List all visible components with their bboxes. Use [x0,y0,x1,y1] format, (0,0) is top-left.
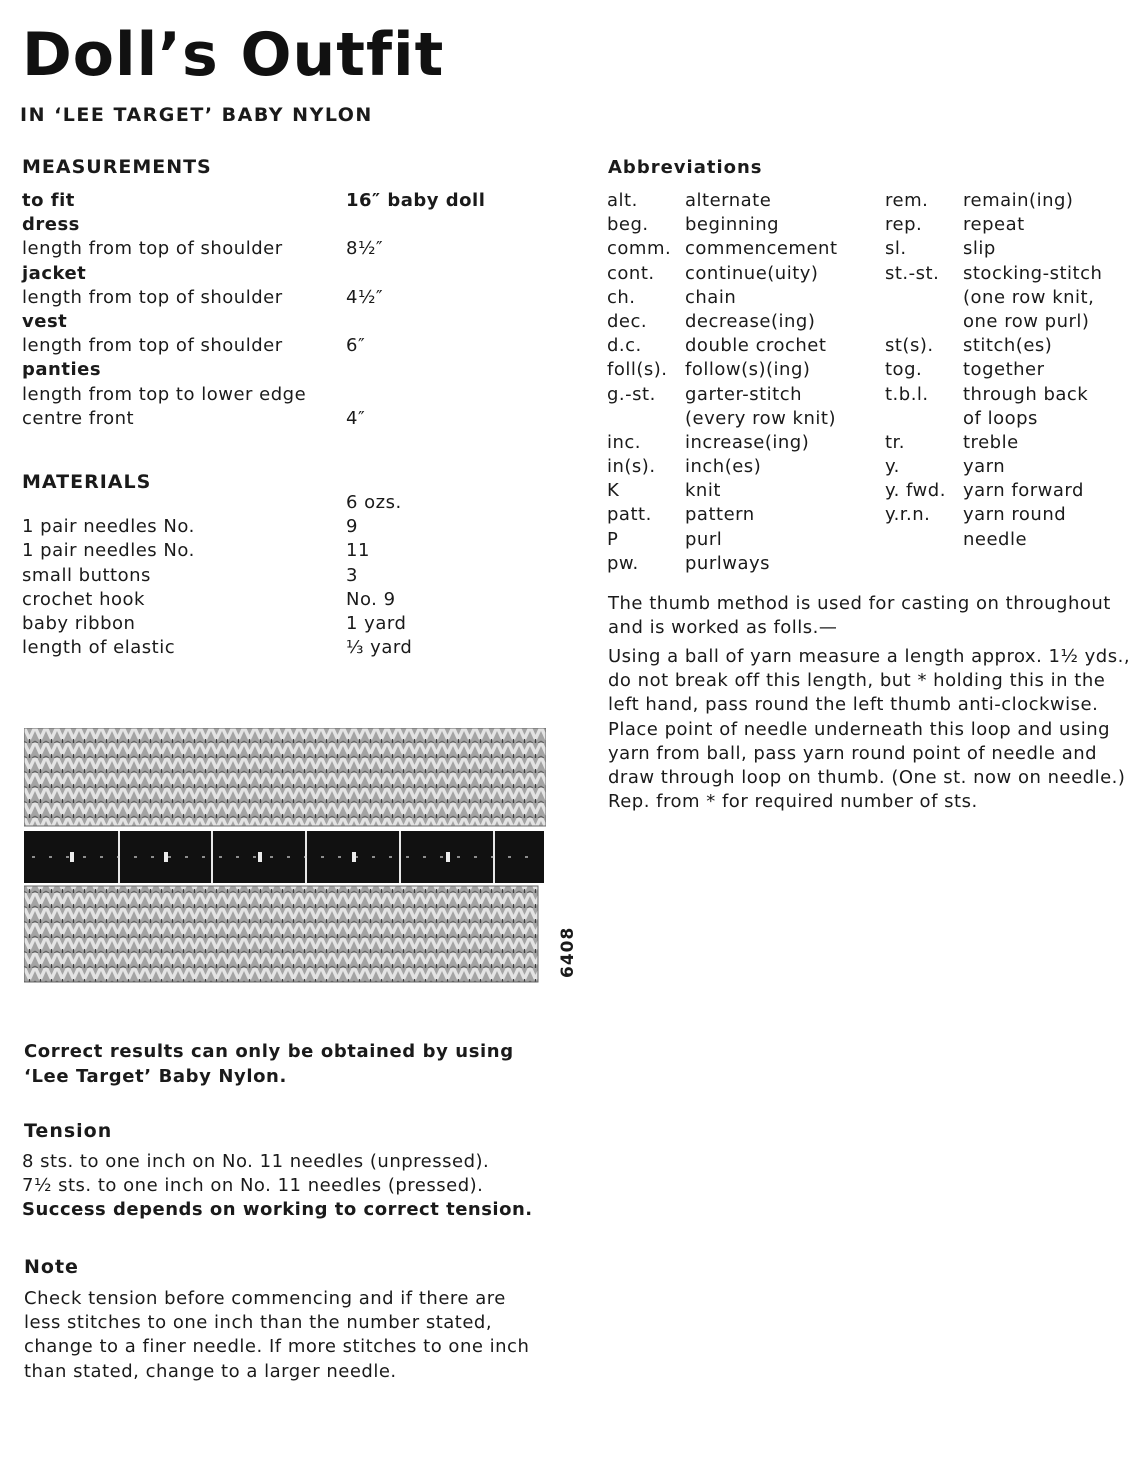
abbreviation-row [885,479,1135,503]
abbreviation: rep. [885,214,923,236]
abbreviation: alt. [607,190,638,211]
abbreviation: K [607,480,620,502]
material-row [22,491,562,515]
abbreviation-meaning: yarn forward [963,480,1084,502]
abbreviation-row [885,383,1135,407]
abbreviation-meaning: stocking-stitch [963,262,1103,284]
material-row [22,612,562,636]
abbreviation-row [607,189,877,213]
abbreviation: y.r.n. [885,504,931,526]
measurement-label: centre front [22,407,135,429]
material-row [22,539,562,563]
page-subtitle: IN ‘LEE TARGET’ BABY NYLON [20,104,373,126]
abbreviation-row [607,503,877,527]
abbreviation: patt. [607,504,652,526]
abbreviation-meaning: inch(es) [685,456,762,478]
page-title: Doll’s Outfit [22,20,445,90]
abbreviation-row [607,431,877,455]
abbreviations-left-column [607,189,877,576]
thumb-method-line: and is worked as folls.— [608,617,838,639]
abbreviation-row [885,358,1135,382]
abbreviation-meaning: (every row knit) [685,407,836,429]
tension-emphasis: Success depends on working to correct tension. [22,1199,533,1221]
abbreviation-row [607,383,877,407]
abbreviation-meaning: of loops [963,407,1038,429]
abbreviation-meaning: alternate [685,190,772,211]
measurements-heading: MEASUREMENTS [22,156,212,178]
thumb-method-line: The thumb method is used for casting on throughout [608,593,1111,614]
material-label: length of elastic [22,637,176,659]
knit-swatch-image [24,728,546,984]
measurement-row [22,358,562,382]
note-line: less stitches to one inch than the number stated, [24,1312,493,1334]
abbreviation-row [885,189,1135,213]
abbreviation: beg. [607,214,649,236]
abbreviation-meaning: repeat [963,214,1025,236]
abbreviation-meaning: knit [685,480,721,502]
material-label: 1 pair needles No. [22,540,195,562]
abbreviation: in(s). [607,456,656,478]
measurement-row [22,213,562,237]
measurement-label: length from top of shoulder [22,286,283,308]
abbreviation: pw. [607,552,639,574]
abbreviation-row [607,262,877,286]
abbreviation: ch. [607,286,636,308]
abbreviation: g.-st. [607,383,656,405]
note-line: change to a finer needle. If more stitches to one inch [24,1336,530,1358]
abbreviation-meaning: continue(uity) [685,262,819,284]
abbreviation-meaning: decrease(ing) [685,310,816,332]
measurement-label: length from top of shoulder [22,238,283,260]
measurement-value: 6″ [346,335,366,357]
material-value: 6 ozs. [346,492,402,513]
measurement-row [22,310,562,334]
abbreviation-meaning: together [963,359,1045,381]
abbreviation: tr. [885,431,906,453]
abbreviation: d.c. [607,335,642,357]
abbreviation-meaning: needle [963,528,1028,550]
abbreviation-row [885,334,1135,358]
material-row [22,636,562,660]
instruction-line: do not break off this length, but * holding this in the [608,670,1106,692]
abbreviation-meaning: one row purl) [963,310,1090,332]
measurement-label: panties [22,359,102,381]
abbreviation-meaning: double crochet [685,335,827,357]
material-row [22,588,562,612]
material-value: 1 yard [346,612,407,634]
abbreviation-row [607,310,877,334]
notice-line: Correct results can only be obtained by using [24,1041,514,1062]
measurement-row [22,383,562,407]
notice-line: ‘Lee Target’ Baby Nylon. [24,1066,287,1087]
abbreviation: foll(s). [607,359,668,381]
tension-text [22,1150,533,1223]
measurements-table [22,189,562,431]
instruction-line: Rep. from * for required number of sts. [608,791,978,813]
material-value: ⅓ yard [346,637,413,659]
note-heading: Note [24,1256,79,1278]
instruction-line: yarn from ball, pass yarn round point of needle and [608,742,1098,764]
tension-line: 8 sts. to one inch on No. 11 needles (unpressed). [22,1151,490,1172]
abbreviations-right-column [885,189,1135,552]
abbreviation-row [885,431,1135,455]
abbreviation: dec. [607,310,648,332]
material-value: 9 [346,516,358,538]
material-label: 1 pair needles No. [22,516,195,538]
casting-on-instructions [608,645,1130,814]
measurement-row [22,286,562,310]
abbreviation-row [885,237,1135,261]
abbreviation-row [885,310,1135,334]
abbreviations-heading: Abbreviations [608,157,763,178]
abbreviation-row [607,528,877,552]
abbreviation-row [607,237,877,261]
abbreviation-meaning: through back [963,383,1089,405]
measurement-value: 4½″ [346,286,384,308]
instruction-line: draw through loop on thumb. (One st. now on needle.) [608,767,1126,789]
measurement-row [22,334,562,358]
material-value: No. 9 [346,588,396,610]
abbreviation: tog. [885,359,923,381]
measurement-value: 16″ baby doll [346,190,486,211]
abbreviation-row [885,528,1135,552]
measurement-label: to fit [22,190,75,211]
abbreviation: rem. [885,190,929,211]
abbreviation-meaning: beginning [685,214,780,236]
measurement-label: vest [22,310,68,332]
abbreviation-row [885,503,1135,527]
material-label: small buttons [22,564,151,586]
stock-number: 6408 [558,926,578,978]
abbreviation-meaning: (one row knit, [963,286,1095,308]
abbreviation-meaning: stitch(es) [963,335,1053,357]
materials-heading: MATERIALS [22,471,152,493]
material-label: baby ribbon [22,612,136,634]
abbreviation-meaning: slip [963,238,996,260]
abbreviation-row [885,286,1135,310]
abbreviation-meaning: purl [685,528,723,550]
instruction-line: Using a ball of yarn measure a length approx. 1½ yds., [608,646,1131,667]
abbreviation: sl. [885,238,907,260]
abbreviation-row [607,358,877,382]
abbreviation-row [607,455,877,479]
instruction-line: left hand, pass round the left thumb anti-clockwise. [608,694,1099,716]
material-row [22,515,562,539]
abbreviation: inc. [607,431,642,453]
abbreviation-meaning: chain [685,286,737,308]
yarn-notice [24,1039,514,1089]
note-line: than stated, change to a larger needle. [24,1360,397,1382]
abbreviation-meaning: remain(ing) [963,190,1074,211]
measurement-row [22,189,562,213]
material-label: crochet hook [22,588,145,610]
abbreviation-meaning: garter-stitch [685,383,803,405]
material-value: 11 [346,540,370,562]
material-row [22,564,562,588]
abbreviation-row [885,213,1135,237]
materials-table [22,491,562,660]
tension-heading: Tension [24,1120,113,1142]
abbreviation: P [607,528,619,550]
measurement-row [22,407,562,431]
measurement-label: length from top to lower edge [22,383,307,405]
abbreviation: y. fwd. [885,480,946,502]
abbreviation-row [885,407,1135,431]
abbreviation-row [607,552,877,576]
abbreviation-meaning: yarn [963,456,1006,478]
measurement-row [22,237,562,261]
material-value: 3 [346,564,358,586]
knit-swatch-photo [24,728,578,988]
abbreviation-row [885,262,1135,286]
measurement-label: dress [22,214,80,236]
measurement-row [22,262,562,286]
abbreviation-row [607,407,877,431]
abbreviation: st(s). [885,335,934,357]
abbreviation-meaning: pattern [685,504,755,526]
abbreviation-meaning: increase(ing) [685,431,810,453]
abbreviation: cont. [607,262,655,284]
abbreviation: comm. [607,238,672,260]
instruction-line: Place point of needle underneath this loop and using [608,718,1111,740]
abbreviation-row [607,479,877,503]
measurement-value: 8½″ [346,238,384,260]
abbreviation-meaning: yarn round [963,504,1067,526]
measurement-value: 4″ [346,407,366,429]
abbreviation-meaning: follow(s)(ing) [685,359,811,381]
abbreviation: y. [885,456,900,478]
abbreviation-meaning: treble [963,431,1019,453]
abbreviation-meaning: commencement [685,238,838,260]
abbreviation-row [607,286,877,310]
measurement-label: jacket [22,262,87,284]
abbreviation-meaning: purlways [685,552,771,574]
abbreviation: st.-st. [885,262,940,284]
note-text [24,1287,529,1384]
abbreviation-row [607,334,877,358]
abbreviation: t.b.l. [885,383,929,405]
note-line: Check tension before commencing and if there are [24,1288,506,1309]
abbreviation-row [885,455,1135,479]
abbreviation-row [607,213,877,237]
tension-line: 7½ sts. to one inch on No. 11 needles (pressed). [22,1175,484,1197]
thumb-method-text [608,592,1111,640]
measurement-label: length from top of shoulder [22,335,283,357]
